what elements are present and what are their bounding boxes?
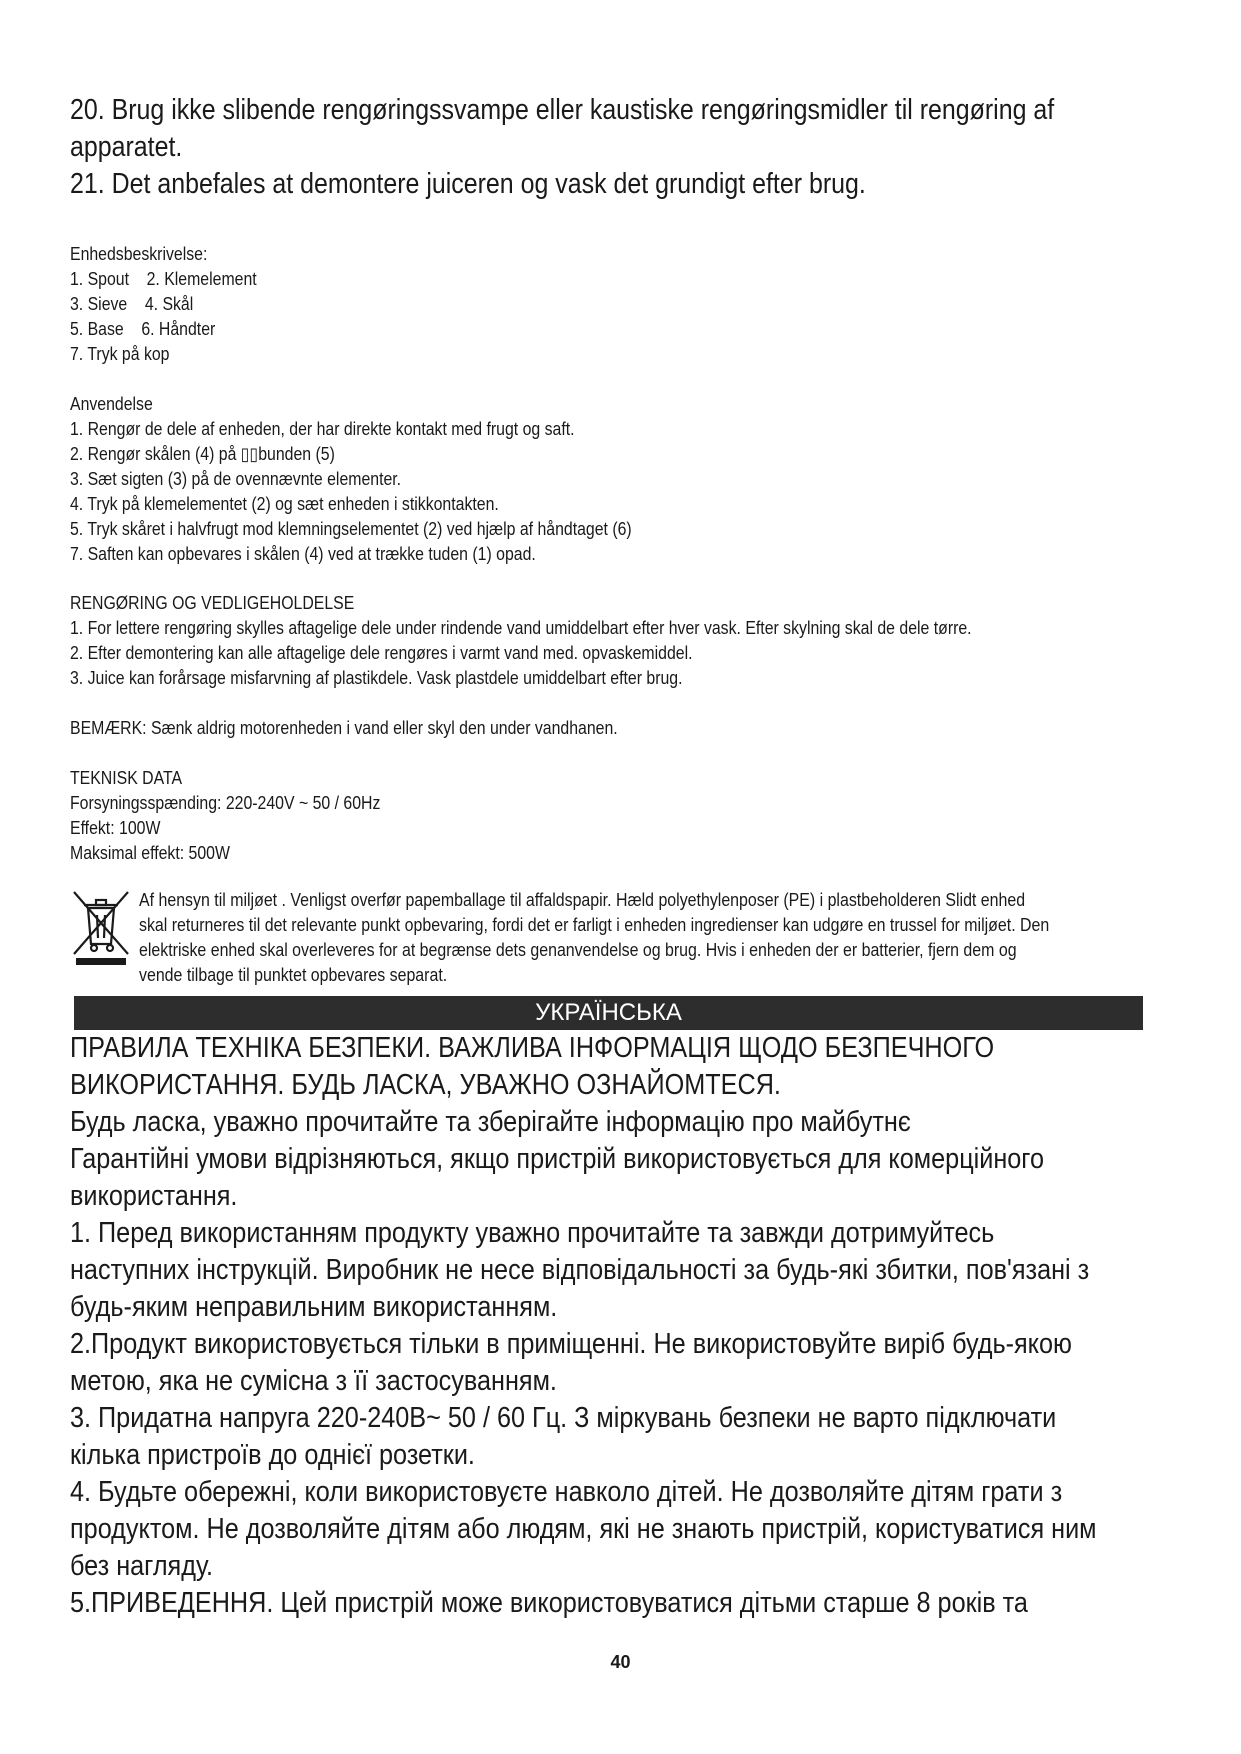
- text-line: 2. Efter demontering kan alle aftagelige dele rengøres i varmt vand med. opvaskemiddel.: [70, 643, 693, 663]
- text-line: 3. Придатна напруга 220-240В~ 50 / 60 Гц. З міркувань безпеки не варто підключати: [70, 1402, 1057, 1434]
- text-line: будь-яким неправильним використанням.: [70, 1291, 558, 1323]
- description-section: [70, 242, 257, 367]
- text-line: Forsyningsspænding: 220-240V ~ 50 / 60Hz: [70, 793, 381, 813]
- text-line: 3. Juice kan forårsage misfarvning af plastikdele. Vask plastdele umiddelbart efter brug.: [70, 668, 683, 688]
- section-heading: TEKNISK DATA: [70, 768, 183, 788]
- text-line: 1. Перед використанням продукту уважно прочитайте та завжди дотримуйтесь: [70, 1217, 995, 1249]
- text-line: наступних інструкцій. Виробник не несе відповідальності за будь-які збитки, пов'язані з: [70, 1254, 1090, 1286]
- usage-section: [70, 392, 632, 567]
- text-line: 2. Rengør skålen (4) på ▯▯bunden (5): [70, 444, 335, 464]
- text-line: Af hensyn til miljøet . Venligst overfør papemballage til affaldspapir. Hæld polyethylenposer (PE) i plastbeholderen Slidt enhed: [139, 890, 1026, 910]
- text-line: vende tilbage til punktet opbevares separat.: [139, 965, 448, 985]
- text-line: кілька пристроїв до однієї розетки.: [70, 1439, 475, 1471]
- text-line: 5.ПРИВЕДЕННЯ. Цей пристрій може використовуватися дітьми старше 8 років та: [70, 1587, 1028, 1619]
- text-line: Effekt: 100W: [70, 818, 161, 838]
- language-label: УКРАЇНСЬКА: [535, 999, 682, 1026]
- text-line: Maksimal effekt: 500W: [70, 843, 230, 863]
- note-section: [70, 716, 618, 741]
- text-line: 7. Saften kan opbevares i skålen (4) ved at trække tuden (1) opad.: [70, 544, 536, 564]
- text-line: Гарантійні умови відрізняються, якщо пристрій використовується для комерційного: [70, 1143, 1044, 1175]
- environment-section: [139, 888, 1049, 988]
- text-line: 1. Spout 2. Klemelement: [70, 269, 257, 289]
- text-line: 7. Tryk på kop: [70, 344, 170, 364]
- section-heading: RENGØRING OG VEDLIGEHOLDELSE: [70, 593, 355, 613]
- weee-crossed-bin-icon: [70, 888, 132, 966]
- safety-heading: ВИКОРИСТАННЯ. БУДЬ ЛАСКА, УВАЖНО ОЗНАЙОМТЕСЯ.: [70, 1069, 781, 1101]
- ukrainian-section: [70, 1030, 1097, 1622]
- text-line: apparatet.: [70, 131, 183, 163]
- text-line: 1. For lettere rengøring skylles aftagelige dele under rindende vand umiddelbart efter hver vask. Efter skylning skal de dele tørre.: [70, 618, 972, 638]
- intro-section: [70, 92, 1054, 203]
- text-line: 21. Det anbefales at demontere juiceren og vask det grundigt efter brug.: [70, 168, 866, 200]
- page-number: 40: [610, 1652, 631, 1672]
- text-line: 2.Продукт використовується тільки в приміщенні. Не використовуйте виріб будь-якою: [70, 1328, 1072, 1360]
- text-line: продуктом. Не дозволяйте дітям або людям, які не знають пристрій, користуватися ним: [70, 1513, 1097, 1545]
- text-line: elektriske enhed skal overleveres for at begrænse dets genanvendelse og brug. Hvis i enheden der er batterier, fjern dem og: [139, 940, 1017, 960]
- text-line: 3. Sieve 4. Skål: [70, 294, 194, 314]
- text-line: використання.: [70, 1180, 238, 1212]
- text-line: метою, яка не сумісна з її застосуванням.: [70, 1365, 557, 1397]
- section-heading: Anvendelse: [70, 394, 153, 414]
- safety-heading: ПРАВИЛА ТЕХНІКА БЕЗПЕКИ. ВАЖЛИВА ІНФОРМАЦІЯ ЩОДО БЕЗПЕЧНОГО: [70, 1032, 995, 1064]
- text-line: 3. Sæt sigten (3) på de ovennævnte elementer.: [70, 469, 402, 489]
- text-line: skal returneres til det relevante punkt opbevaring, fordi det er farligt i enheden ingredienser kan udgøre en trussel for miljøet. Den: [139, 915, 1050, 935]
- text-line: без нагляду.: [70, 1550, 214, 1582]
- text-line: 5. Base 6. Håndter: [70, 319, 216, 339]
- text-line: 4. Будьте обережні, коли використовуєте навколо дітей. Не дозволяйте дітям грати з: [70, 1476, 1063, 1508]
- text-line: Будь ласка, уважно прочитайте та зберігайте інформацію про майбутнє: [70, 1106, 911, 1138]
- technical-section: [70, 766, 380, 866]
- note-text: BEMÆRK: Sænk aldrig motorenheden i vand eller skyl den under vandhanen.: [70, 718, 618, 738]
- text-line: 1. Rengør de dele af enheden, der har direkte kontakt med frugt og saft.: [70, 419, 575, 439]
- cleaning-section: [70, 591, 972, 691]
- text-line: 4. Tryk på klemelementet (2) og sæt enheden i stikkontakten.: [70, 494, 499, 514]
- section-heading: Enhedsbeskrivelse:: [70, 244, 208, 264]
- language-bar: [74, 996, 1143, 1030]
- text-line: 20. Brug ikke slibende rengøringssvampe eller kaustiske rengøringsmidler til rengøring af: [70, 94, 1055, 126]
- text-line: 5. Tryk skåret i halvfrugt mod klemningselementet (2) ved hjælp af håndtaget (6): [70, 519, 632, 539]
